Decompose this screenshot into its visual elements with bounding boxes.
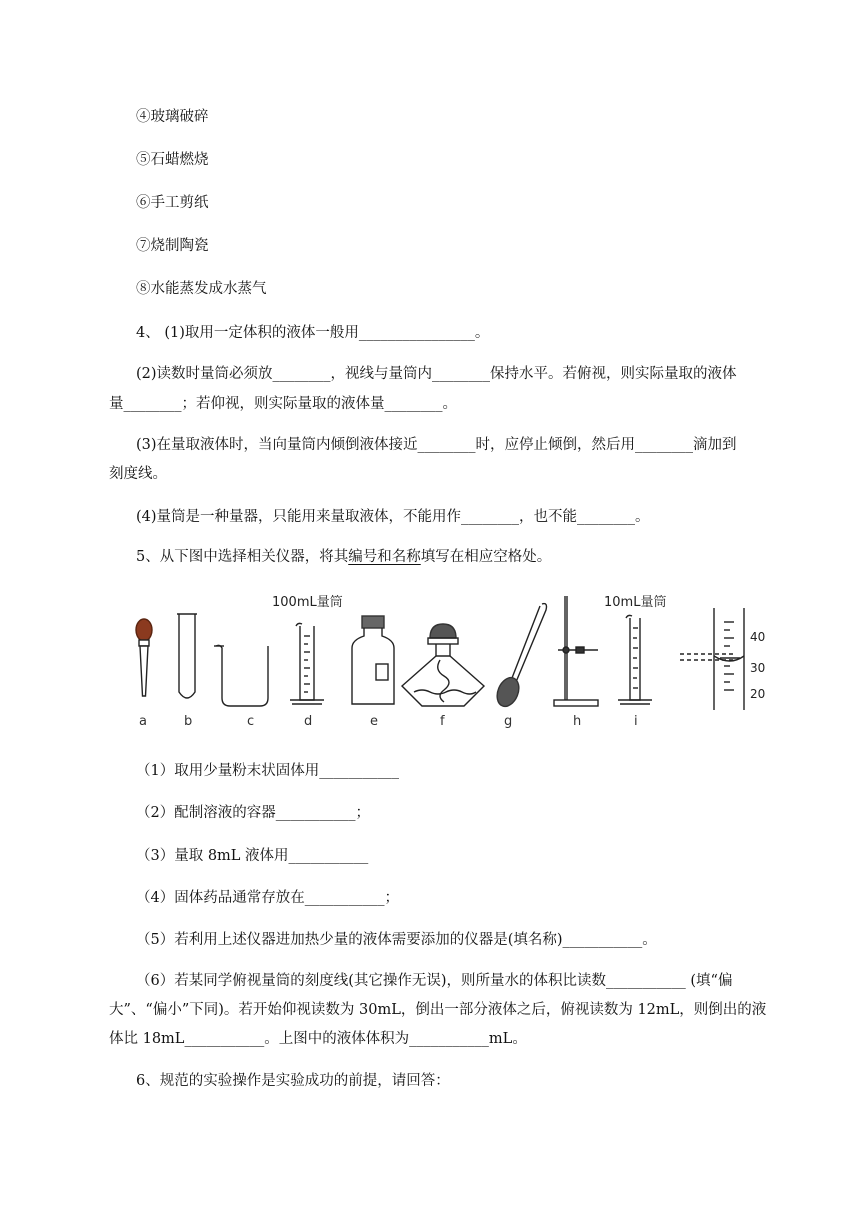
apparatus-figure xyxy=(130,586,790,736)
q4-part1: 4、 (1)取用一定体积的液体一般用________________。 xyxy=(136,325,490,341)
scale-number: 30 xyxy=(750,661,766,675)
medicine-spoon-icon xyxy=(493,604,546,710)
iron-stand-icon xyxy=(554,596,598,706)
q5-intro-after: 填写在相应空格处。 xyxy=(420,549,552,565)
q5-sub6-line2: 大”、“偏小”下同)。若开始仰视读数为 30mL，倒出一部分液体之后，俯视读数为 12mL，则倒出的液 xyxy=(109,1002,767,1018)
list-item: ⑤石蜡燃烧 xyxy=(136,152,209,168)
apparatus-letter: a xyxy=(139,714,147,729)
q4-part4: (4)量筒是一种量器，只能用来量取液体，不能用作________，也不能________。 xyxy=(136,509,650,525)
apparatus-letter: c xyxy=(247,714,255,729)
reagent-bottle-icon xyxy=(352,616,394,704)
q5-sub3: （3）量取 8mL 液体用___________ xyxy=(136,848,369,864)
list-item: ④玻璃破碎 xyxy=(136,109,209,125)
apparatus-letter: f xyxy=(440,714,445,729)
apparatus-letter: g xyxy=(504,714,513,729)
q5-sub2: （2）配制溶液的容器___________； xyxy=(136,805,370,821)
apparatus-letter: d xyxy=(304,714,313,729)
cylinder-scale-closeup-icon xyxy=(680,608,744,710)
apparatus-letter: e xyxy=(370,714,378,729)
q4-part3-line2: 刻度线。 xyxy=(109,466,167,482)
graduated-cylinder-100ml-icon xyxy=(290,623,324,704)
test-tube-icon xyxy=(177,614,197,698)
label-100ml-cylinder: 100mL量筒 xyxy=(272,595,343,610)
label-10ml-cylinder: 10mL量筒 xyxy=(604,595,667,610)
q5-sub6-line1: （6）若某同学俯视量筒的刻度线(其它操作无误)，则所量水的体积比读数___________ (填“偏 xyxy=(136,973,733,989)
q5-intro-underlined: 编号和名称 xyxy=(348,549,421,565)
list-item: ⑧水能蒸发成水蒸气 xyxy=(136,281,267,297)
list-item: ⑥手工剪纸 xyxy=(136,195,209,211)
apparatus-letter: h xyxy=(573,714,582,729)
scale-number: 20 xyxy=(750,687,766,701)
scale-number: 40 xyxy=(750,630,766,644)
apparatus-drawing xyxy=(130,586,790,736)
q5-intro-before: 5、从下图中选择相关仪器，将其 xyxy=(136,549,349,565)
beaker-icon xyxy=(214,645,268,706)
q5-sub6-line3: 体比 18mL___________。上图中的液体体积为___________mL。 xyxy=(109,1031,527,1047)
q5-sub4: （4）固体药品通常存放在___________； xyxy=(136,890,399,906)
q4-part3-line1: (3)在量取液体时，当向量筒内倾倒液体接近________时，应停止倾倒，然后用________滴加到 xyxy=(136,437,737,453)
list-item: ⑦烧制陶瓷 xyxy=(136,238,209,254)
q4-part2-line1: (2)读数时量筒必须放________，视线与量筒内________保持水平。若俯视，则实际量取的液体 xyxy=(136,366,737,382)
graduated-cylinder-10ml-icon xyxy=(618,615,652,704)
apparatus-letter: i xyxy=(634,714,638,729)
q4-part2-line2: 量________；若仰视，则实际量取的液体量________。 xyxy=(109,396,457,412)
q5-sub5: （5）若利用上述仪器进加热少量的液体需要添加的仪器是(填名称)___________。 xyxy=(136,932,657,948)
q5-intro xyxy=(136,545,551,566)
alcohol-lamp-icon xyxy=(402,624,484,706)
apparatus-letter: b xyxy=(184,714,193,729)
q5-sub1: （1）取用少量粉末状固体用___________ xyxy=(136,763,399,779)
q6-intro: 6、规范的实验操作是实验成功的前提，请回答： xyxy=(136,1073,450,1089)
dropper-icon xyxy=(136,619,152,696)
